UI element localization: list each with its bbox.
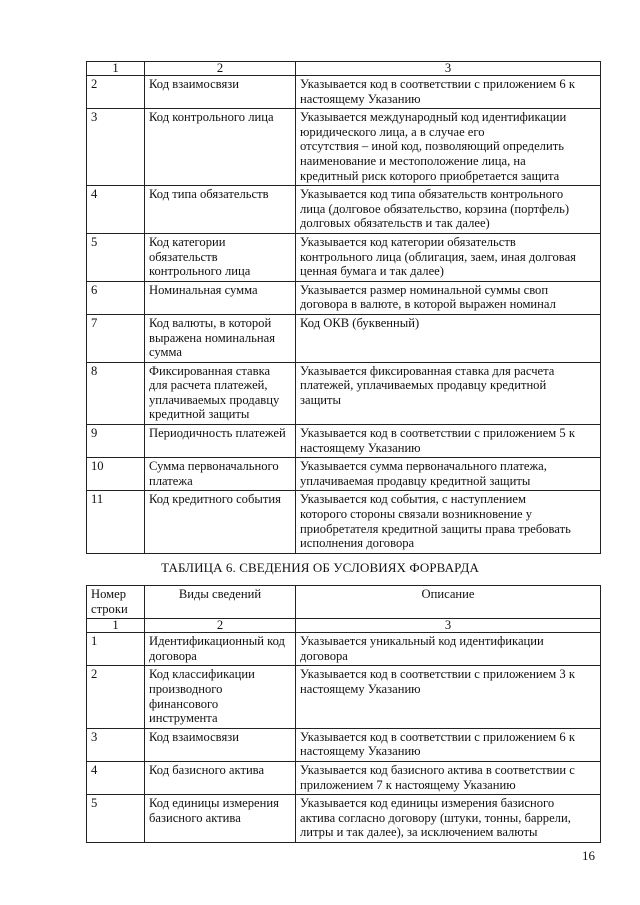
description-cell: Указывается сумма первоначального платежа, уплачиваемая продавцу кредитной защиты (296, 458, 601, 491)
table-row (87, 186, 601, 234)
info-type-cell: Код единицы измерения базисного актива (145, 795, 296, 843)
table-row (87, 314, 601, 362)
table-row (87, 458, 601, 491)
table-row (87, 362, 601, 424)
column-header-info-type: Виды сведений (145, 586, 296, 619)
info-type-cell: Код контрольного лица (145, 109, 296, 186)
row-number: 11 (87, 491, 145, 553)
table-row (87, 425, 601, 458)
info-type-cell: Сумма первоначального платежа (145, 458, 296, 491)
column-number: 1 (87, 619, 145, 633)
page-number: 16 (582, 848, 595, 863)
table-row (87, 666, 601, 728)
info-type-cell: Код базисного актива (145, 761, 296, 794)
description-cell: Указывается уникальный код идентификации договора (296, 633, 601, 666)
table-5-continuation (86, 61, 601, 554)
column-header-row-number: Номер строки (87, 586, 145, 619)
row-number: 2 (87, 76, 145, 109)
info-type-cell: Идентификационный код договора (145, 633, 296, 666)
row-number: 10 (87, 458, 145, 491)
row-number: 1 (87, 633, 145, 666)
info-type-cell: Код валюты, в которой выражена номинальная сумма (145, 314, 296, 362)
table-row (87, 795, 601, 843)
row-number: 2 (87, 666, 145, 728)
row-number: 3 (87, 728, 145, 761)
table-6-caption: ТАБЛИЦА 6. СВЕДЕНИЯ ОБ УСЛОВИЯХ ФОРВАРДА (161, 560, 479, 575)
row-number: 6 (87, 281, 145, 314)
description-cell: Указывается код в соответствии с приложением 6 к настоящему Указанию (296, 728, 601, 761)
description-cell: Указывается код события, с наступлением которого стороны связали возникновение у приобретателя кредитной защиты права требовать исполнения договора (296, 491, 601, 553)
description-cell: Указывается код в соответствии с приложением 5 к настоящему Указанию (296, 425, 601, 458)
row-number: 4 (87, 186, 145, 234)
column-number: 3 (296, 619, 601, 633)
table-row (87, 491, 601, 553)
row-number: 3 (87, 109, 145, 186)
description-cell: Указывается код в соответствии с приложением 3 к настоящему Указанию (296, 666, 601, 728)
row-number: 4 (87, 761, 145, 794)
row-number: 5 (87, 233, 145, 281)
description-cell: Указывается фиксированная ставка для расчета платежей, уплачиваемых продавцу кредитной защиты (296, 362, 601, 424)
table-row (87, 633, 601, 666)
column-number: 2 (145, 619, 296, 633)
column-number-row (87, 619, 601, 633)
info-type-cell: Код категории обязательств контрольного лица (145, 233, 296, 281)
column-number: 3 (296, 62, 601, 76)
info-type-cell: Номинальная сумма (145, 281, 296, 314)
description-cell: Код ОКВ (буквенный) (296, 314, 601, 362)
row-number: 9 (87, 425, 145, 458)
description-cell: Указывается код категории обязательств контрольного лица (облигация, заем, иная долговая ценная бумага и так далее) (296, 233, 601, 281)
table-row (87, 761, 601, 794)
column-number-row (87, 62, 601, 76)
column-number: 1 (87, 62, 145, 76)
info-type-cell: Код взаимосвязи (145, 728, 296, 761)
info-type-cell: Код классификации производного финансового инструмента (145, 666, 296, 728)
row-number: 5 (87, 795, 145, 843)
info-type-cell: Фиксированная ставка для расчета платежей, уплачиваемых продавцу кредитной защиты (145, 362, 296, 424)
column-header-description: Описание (296, 586, 601, 619)
description-cell: Указывается международный код идентификации юридического лица, а в случае его отсутствия – иной код, позволяющий определить наименование и местоположение лица, на кредитный риск которого приобретается защита (296, 109, 601, 186)
table-row (87, 281, 601, 314)
description-cell: Указывается код единицы измерения базисного актива согласно договору (штуки, тонны, баррели, литры и так далее), за исключением валюты (296, 795, 601, 843)
description-cell: Указывается код типа обязательств контрольного лица (долговое обязательство, корзина (портфель) долговых обязательств и так далее) (296, 186, 601, 234)
description-cell: Указывается код базисного актива в соответствии с приложением 7 к настоящему Указанию (296, 761, 601, 794)
table-6 (86, 585, 601, 843)
info-type-cell: Периодичность платежей (145, 425, 296, 458)
row-number: 8 (87, 362, 145, 424)
table-row (87, 233, 601, 281)
info-type-cell: Код взаимосвязи (145, 76, 296, 109)
table-row (87, 728, 601, 761)
table-row (87, 76, 601, 109)
row-number: 7 (87, 314, 145, 362)
table-row (87, 109, 601, 186)
info-type-cell: Код кредитного события (145, 491, 296, 553)
description-cell: Указывается код в соответствии с приложением 6 к настоящему Указанию (296, 76, 601, 109)
description-cell: Указывается размер номинальной суммы своп договора в валюте, в которой выражен номинал (296, 281, 601, 314)
column-header-row (87, 586, 601, 619)
info-type-cell: Код типа обязательств (145, 186, 296, 234)
column-number: 2 (145, 62, 296, 76)
